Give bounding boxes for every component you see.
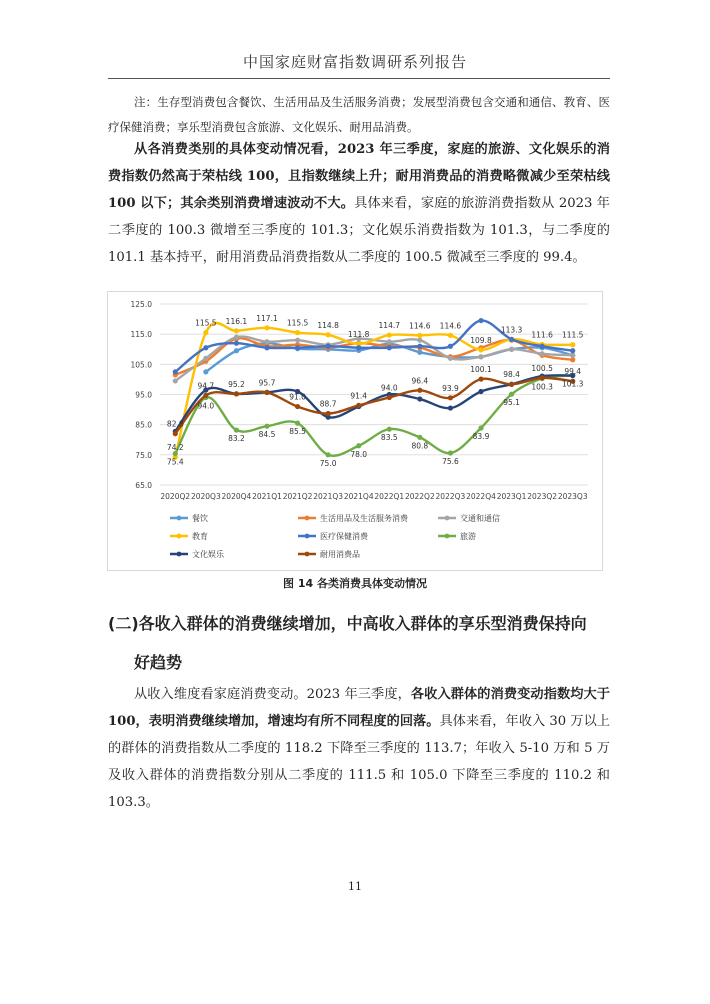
y-tick-label: 85.0 — [135, 420, 152, 430]
data-label: 74.2 — [166, 443, 184, 453]
data-point — [478, 318, 483, 323]
data-point — [387, 345, 392, 350]
data-label: 94.0 — [380, 383, 398, 393]
y-tick-label: 75.0 — [135, 450, 152, 460]
data-point — [356, 345, 361, 350]
data-point — [570, 353, 575, 358]
data-point — [570, 357, 575, 362]
data-point — [234, 348, 239, 353]
data-label: 100.1 — [470, 365, 492, 375]
data-label: 95.2 — [228, 379, 245, 389]
y-tick-label: 65.0 — [135, 481, 152, 490]
legend-label: 生活用品及生活服务消费 — [320, 514, 408, 523]
x-tick-label: 2020Q3 — [190, 492, 221, 501]
para2-bold-text: 各收入群体的消费变动指数均大于 100，表明消费继续增加，增速均有所不同程度的回落。 — [108, 687, 610, 729]
data-point — [295, 421, 300, 426]
data-label: 99.4 — [564, 367, 582, 377]
data-point — [356, 443, 361, 448]
data-point — [509, 337, 514, 342]
data-point — [387, 332, 392, 337]
data-label: 114.7 — [378, 321, 401, 331]
legend-label: 文化娱乐 — [192, 550, 224, 559]
data-point — [448, 356, 453, 361]
data-point — [295, 345, 300, 350]
x-tick-label: 2022Q1 — [374, 492, 405, 501]
data-point — [264, 424, 269, 429]
x-tick-label: 2021Q2 — [282, 492, 313, 501]
data-label: 100.3 — [531, 382, 553, 392]
para1-bold-text: 从各消费类别的具体变动情况看，2023 年三季度，家庭的旅游、文化娱乐的消费指数仍然高于荣枯线 100，且指数继续上升；耐用消费品的消费略微减少至荣枯线 100 以下；其余类别消费增速波动不大。 — [108, 142, 610, 211]
x-tick-label: 2023Q1 — [496, 492, 527, 501]
legend-label: 教育 — [192, 532, 208, 541]
data-point — [203, 330, 208, 335]
data-label: 115.5 — [286, 318, 309, 328]
data-point — [417, 333, 422, 338]
line-chart — [108, 292, 602, 570]
data-point — [417, 338, 422, 343]
y-tick-label: 95.0 — [135, 390, 152, 400]
data-label: 93.9 — [442, 383, 459, 393]
data-label: 115.5 — [195, 318, 217, 328]
data-label: 84.5 — [258, 430, 276, 440]
data-point — [448, 450, 453, 455]
data-label: 101.3 — [561, 379, 584, 389]
legend-label: 耐用消费品 — [320, 550, 360, 559]
line-chart-container — [107, 291, 603, 571]
data-point — [295, 338, 300, 343]
legend-label: 交通和通信 — [460, 514, 500, 523]
data-point — [264, 339, 269, 344]
legend-label: 医疗保健消费 — [320, 532, 368, 541]
data-point — [478, 389, 483, 394]
data-point — [326, 332, 331, 337]
data-label: 111.8 — [347, 329, 370, 339]
data-point — [509, 382, 514, 387]
data-point — [478, 377, 483, 382]
data-label: 78.0 — [350, 449, 368, 459]
x-tick-label: 2020Q2 — [160, 492, 191, 501]
data-label: 111.5 — [561, 330, 584, 340]
data-label: 100.5 — [531, 363, 553, 373]
category-note: 注：生存型消费包含餐饮、生活用品及生活服务消费；发展型消费包含交通和通信、教育、医疗保健消费；享乐型消费包含旅游、文化娱乐、耐用品消费。 — [108, 95, 610, 134]
x-tick-label: 2023Q2 — [527, 492, 558, 501]
data-label: 114.6 — [409, 321, 431, 331]
data-point — [540, 344, 545, 349]
legend-marker — [305, 534, 310, 539]
data-label: 75.0 — [319, 458, 337, 468]
data-point — [173, 431, 178, 436]
para2-lead-text: 从收入维度看家庭消费变动。2023 年三季度， — [134, 687, 411, 702]
section-heading-line1: (二)各收入群体的消费继续增加，中高收入群体的享乐型消费保持向 — [108, 614, 587, 633]
data-point — [234, 335, 239, 340]
data-label: 113.3 — [500, 325, 523, 335]
legend-marker — [177, 516, 182, 521]
data-point — [295, 330, 300, 335]
data-point — [326, 452, 331, 457]
data-label: 91.0 — [289, 392, 306, 402]
data-label: 95.1 — [503, 398, 520, 408]
figure-caption: 图 14 各类消费具体变动情况 — [283, 577, 427, 590]
legend-label: 旅游 — [460, 532, 476, 541]
legend-label: 餐饮 — [192, 514, 208, 523]
data-label: 82.8 — [166, 419, 184, 429]
data-point — [387, 427, 392, 432]
data-label: 109.8 — [470, 335, 492, 345]
x-tick-label: 2021Q4 — [343, 492, 374, 501]
data-point — [417, 435, 422, 440]
data-point — [478, 354, 483, 359]
data-label: 75.4 — [166, 457, 184, 467]
data-point — [234, 341, 239, 346]
data-point — [264, 345, 269, 350]
data-point — [540, 351, 545, 356]
data-point — [356, 403, 361, 408]
data-label: 80.8 — [411, 441, 429, 451]
y-tick-label: 125.0 — [130, 300, 152, 309]
data-point — [203, 345, 208, 350]
legend-marker — [305, 552, 310, 557]
data-point — [326, 411, 331, 416]
data-point — [478, 425, 483, 430]
data-point — [417, 396, 422, 401]
data-point — [448, 395, 453, 400]
legend-marker — [177, 552, 182, 557]
data-label: 111.6 — [531, 330, 553, 340]
data-label: 88.7 — [319, 399, 337, 409]
data-point — [570, 342, 575, 347]
legend-marker — [445, 534, 450, 539]
data-point — [234, 391, 239, 396]
x-tick-label: 2021Q3 — [313, 492, 344, 501]
data-label: 83.5 — [380, 433, 398, 443]
data-label: 116.1 — [225, 316, 248, 326]
paragraph-consumption-categories — [108, 136, 610, 271]
data-point — [448, 344, 453, 349]
y-tick-label: 115.0 — [130, 330, 152, 340]
data-point — [540, 375, 545, 380]
data-point — [203, 369, 208, 374]
data-point — [264, 325, 269, 330]
data-point — [173, 369, 178, 374]
x-tick-label: 2022Q2 — [404, 492, 435, 501]
data-point — [203, 393, 208, 398]
data-point — [387, 395, 392, 400]
data-point — [448, 333, 453, 338]
data-point — [570, 348, 575, 353]
data-label: 117.1 — [256, 313, 278, 323]
data-label: 114.8 — [317, 320, 339, 330]
legend-marker — [305, 516, 310, 521]
data-label: 85.5 — [289, 427, 306, 437]
data-label: 75.6 — [442, 457, 459, 467]
data-point — [387, 339, 392, 344]
paragraph-income-groups — [108, 681, 610, 816]
x-tick-label: 2020Q4 — [221, 492, 252, 501]
report-header-title: 中国家庭财富指数调研系列报告 — [242, 53, 467, 71]
header-rule — [108, 78, 610, 79]
data-point — [234, 328, 239, 333]
data-point — [173, 378, 178, 383]
data-label: 83.2 — [228, 434, 245, 444]
data-label: 114.6 — [439, 321, 462, 331]
legend-marker — [177, 534, 182, 539]
data-label: 94.7 — [197, 381, 215, 391]
x-tick-label: 2022Q3 — [435, 492, 466, 501]
data-point — [478, 347, 483, 352]
page-number: 11 — [348, 880, 362, 893]
data-point — [509, 392, 514, 397]
data-label: 98.4 — [503, 370, 520, 380]
para2-normal-text: 具体来看，年收入 30 万以上的群体的消费指数从二季度的 118.2 下降至三季度的 113.7；年收入 5-10 万和 5 万及收入群体的消费指数分别从二季度的 111.5 和 105.0 下降至三季度的 110.2 和 103.3。 — [108, 714, 610, 810]
section-heading-line2: 好趋势 — [134, 653, 183, 672]
data-point — [417, 350, 422, 355]
y-tick-label: 105.0 — [130, 360, 152, 370]
data-label: 96.4 — [411, 376, 429, 386]
x-tick-label: 2021Q1 — [252, 492, 282, 501]
para1-normal-text: 具体来看，家庭的旅游消费指数从 2023 年二季度的 100.3 微增至三季度的 101.3；文化娱乐消费指数为 101.3，与二季度的 101.1 基本持平，耐用消费品消费指数从二季度的 100.5 微减至三季度的 99.4。 — [108, 196, 610, 265]
data-point — [203, 356, 208, 361]
data-label: 91.4 — [350, 391, 368, 401]
data-point — [417, 388, 422, 393]
data-label: 94.0 — [197, 401, 215, 411]
data-point — [417, 344, 422, 349]
data-point — [448, 405, 453, 410]
data-label: 83.9 — [472, 431, 490, 441]
data-point — [326, 344, 331, 349]
x-tick-label: 2022Q4 — [466, 492, 496, 501]
data-point — [234, 427, 239, 432]
data-point — [264, 390, 269, 395]
data-label: 95.7 — [258, 378, 276, 388]
data-point — [295, 404, 300, 409]
legend-marker — [445, 516, 450, 521]
x-tick-label: 2023Q3 — [557, 492, 588, 501]
data-point — [509, 347, 514, 352]
